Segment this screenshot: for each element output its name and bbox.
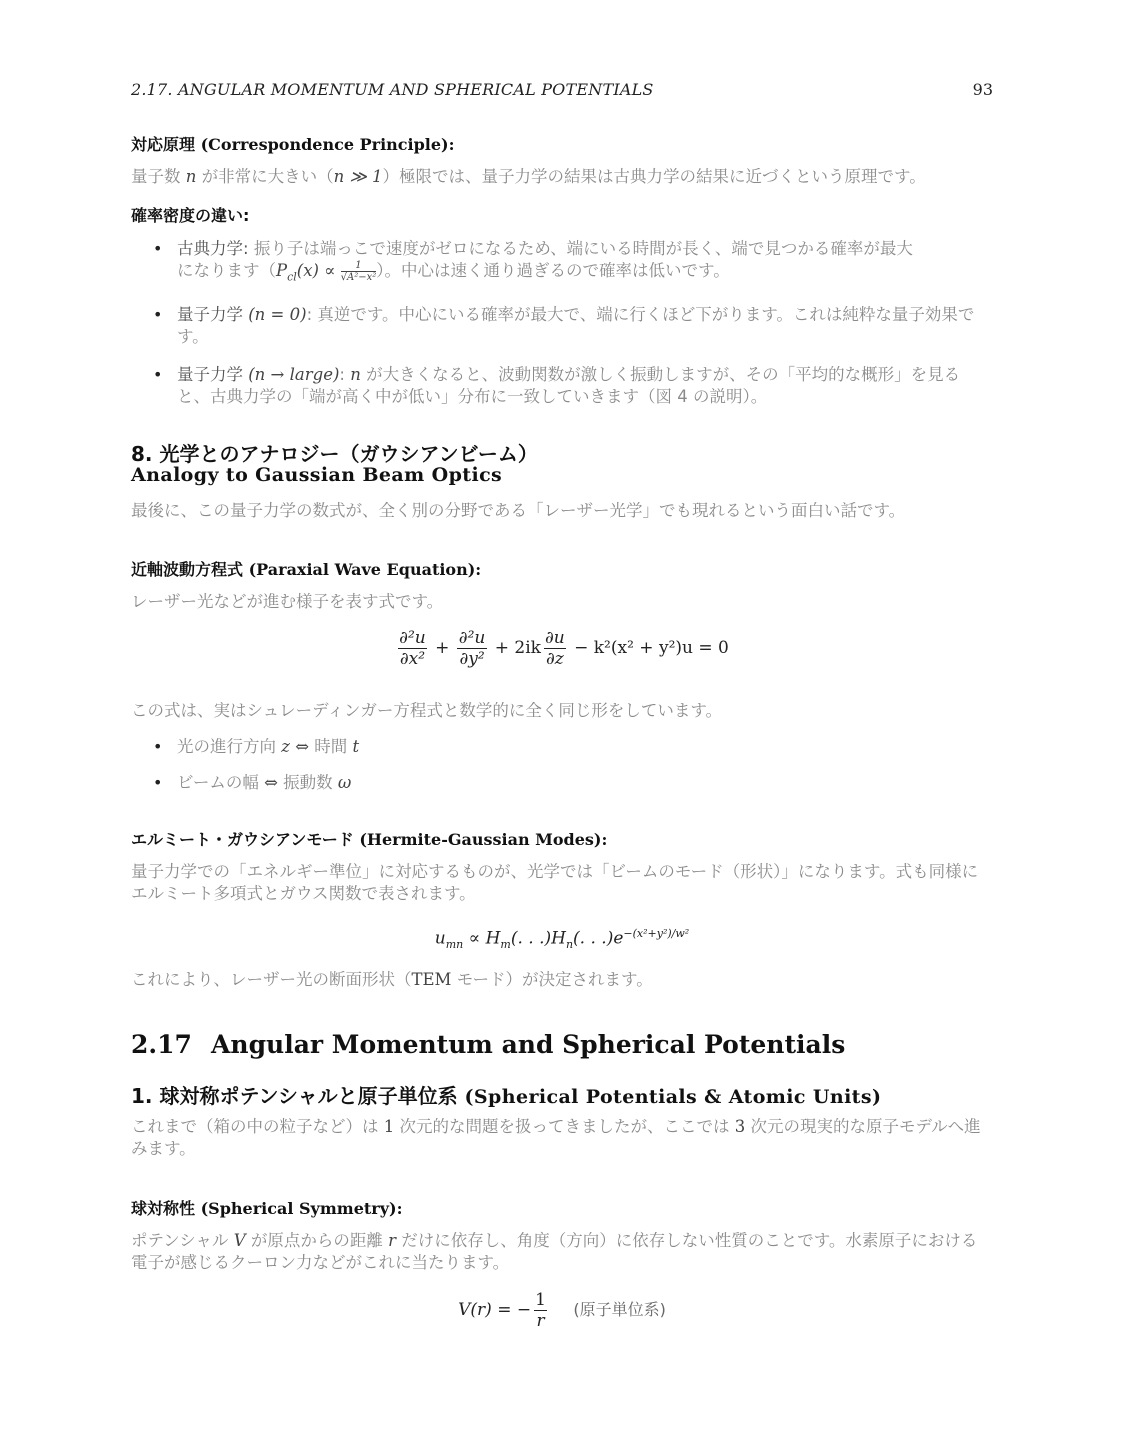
equivalence-arrow: ⇔ (289, 737, 315, 756)
math-sub: cl (287, 270, 297, 284)
math-var: r (388, 1231, 396, 1250)
equation-lhs: V(r) = − (458, 1300, 532, 1320)
text-run: 次元の現実的な原子モデルへ進みます。 (131, 1117, 981, 1158)
symmetry-heading-ja: 球対称性 (131, 1199, 196, 1218)
text-run: 時間 (314, 737, 353, 756)
subsection1-text (131, 1116, 993, 1160)
paraxial-heading-ja: 近軸波動方程式 (131, 560, 244, 579)
text-run: これまで（箱の中の粒子など）は (131, 1117, 384, 1136)
equation-note: (原子単位系) (573, 1300, 666, 1319)
math-var: n (350, 365, 361, 385)
fraction-denominator: ∂y² (459, 649, 485, 669)
subsection1-title (131, 1080, 993, 1109)
math-var: ω (337, 773, 352, 792)
tem-text (131, 969, 993, 991)
equivalence-arrow: ⇔ (258, 773, 284, 792)
list-item (131, 364, 993, 408)
classical-fraction (341, 260, 377, 283)
symmetry-heading-en: (Spherical Symmetry): (200, 1199, 403, 1218)
hermite-heading (131, 827, 993, 850)
fraction (397, 628, 428, 669)
text-run: ）極限では、量子力学の結果は古典力学の結果に近づくという原理です。 (382, 167, 926, 186)
math-sub: n (565, 938, 574, 952)
paraxial-heading-en: (Paraxial Wave Equation): (248, 560, 482, 579)
mapping-list (131, 736, 993, 794)
section-number: 2.17 (131, 1030, 192, 1059)
correspondence-heading-en: (Correspondence Principle): (200, 135, 455, 154)
fraction (457, 628, 488, 669)
fraction-denominator: ∂x² (399, 649, 426, 669)
fraction-numerator: ∂u (544, 628, 565, 648)
text-run: 振動数 (283, 773, 338, 792)
math-sup: −(x²+y²)/w² (623, 927, 690, 940)
fraction-numerator: ∂²u (458, 628, 486, 648)
math-var: V (233, 1231, 246, 1250)
correspondence-text (131, 166, 993, 188)
text-run: ビームの幅 (177, 773, 259, 792)
fraction (543, 628, 567, 669)
correspondence-heading-ja: 対応原理 (131, 135, 196, 154)
operator: + (435, 638, 450, 658)
text-run: 振り子は端っこで速度がゼロになるため、端にいる時間が長く、端で見つかる確率が最大 (253, 239, 913, 258)
math-cond: (n = 0) (248, 305, 307, 325)
text-run: が大きくなると、波動関数が激しく振動しますが、その「平均的な概形」を見ると、古典力学の「端が高く中が低い」分布に一致していきます（図 4 の説明）。 (177, 365, 961, 407)
number: 1 (383, 1117, 395, 1136)
math-sub: mn (445, 938, 464, 952)
symmetry-text (131, 1230, 993, 1274)
bullet-label: 量子力学 (177, 305, 249, 325)
text-run: モード）が決定されます。 (451, 970, 653, 989)
math-expr: ∝ H (463, 928, 501, 949)
text-run: 光の進行方向 (177, 737, 282, 756)
running-title: 2.17. ANGULAR MOMENTUM AND SPHERICAL POTENTIALS (131, 80, 654, 99)
math-var: z (281, 737, 290, 756)
math-cond: (n → large) (248, 365, 340, 385)
fraction-denominator: √A²−x² (340, 272, 377, 283)
fraction-denominator: r (536, 1311, 545, 1331)
list-item (131, 304, 993, 348)
number: 3 (734, 1117, 746, 1136)
equation-term: − k²(x² + y²)u = 0 (574, 638, 729, 658)
fraction (533, 1290, 548, 1331)
text-run: 次元的な問題を扱ってきましたが、ここでは (394, 1117, 735, 1136)
text-run: ）。中心は速く通り過ぎるので確率は低いです。 (376, 261, 730, 280)
math-sub: m (500, 938, 511, 952)
correspondence-heading (131, 132, 993, 155)
hermite-equation (131, 927, 993, 951)
equation-term: + 2ik (494, 638, 541, 658)
math-expr: (. . .)H (510, 928, 566, 949)
hermite-text: 量子力学での「エネルギー準位」に対応するものが、光学では「ビームのモード（形状）」になります。式も同様にエルミート多項式とガウス関数で表されます。 (131, 862, 979, 903)
subsection1-title-ja: 1. 球対称ポテンシャルと原子単位系 (131, 1084, 458, 1108)
section-2-17-title (131, 1030, 993, 1059)
fraction-denominator: ∂z (545, 649, 564, 669)
math-expr: (x) ∝ (296, 261, 341, 280)
section-title: Angular Momentum and Spherical Potentials (211, 1030, 846, 1059)
paraxial-equation (131, 628, 993, 669)
fraction-numerator: 1 (355, 260, 362, 271)
hermite-heading-ja: エルミート・ガウシアンモード (131, 830, 354, 849)
text-run: これにより、レーザー光の断面形状（ (131, 970, 412, 989)
bullet-label: 古典力学: (177, 239, 254, 258)
prob-density-list (131, 238, 993, 408)
page-number: 93 (972, 80, 993, 99)
math-expr: (. . .)e (573, 928, 624, 949)
running-header (131, 80, 993, 102)
math-var: u (434, 928, 446, 949)
tem-code: TEM (411, 970, 452, 989)
list-item (131, 238, 993, 288)
math-var: n (185, 167, 197, 186)
text-run: だけに依存し、角度（方向）に依存しない性質のことです。水素原子における電子が感じるクーロン力などがこれに当たります。 (131, 1231, 978, 1272)
subsection1-title-en: (Spherical Potentials & Atomic Units) (464, 1086, 882, 1108)
bullet-label: 量子力学 (177, 365, 249, 385)
fraction-numerator: 1 (535, 1290, 546, 1310)
text-run: 量子数 (131, 167, 186, 186)
text-run: : (339, 365, 351, 385)
prob-density-heading: 確率密度の違い: (131, 206, 250, 225)
text-run: ポテンシャル (131, 1231, 234, 1250)
math-cond: n ≫ 1 (333, 167, 383, 186)
list-item (131, 772, 993, 794)
section8-title-en: Analogy to Gaussian Beam Optics (131, 464, 503, 486)
symmetry-heading (131, 1196, 993, 1219)
same-form-text: この式は、実はシュレーディンガー方程式と数学的に全く同じ形をしています。 (131, 701, 723, 720)
paraxial-heading (131, 557, 993, 580)
math-var: P (276, 261, 288, 280)
math-var: t (352, 737, 360, 756)
fraction-numerator: ∂²u (399, 628, 426, 648)
text-run: が原点からの距離 (245, 1231, 389, 1250)
text-run: になります（ (177, 261, 276, 280)
section8-title-ja: 8. 光学とのアナロジー（ガウシアンビーム） (131, 442, 538, 466)
coulomb-equation (131, 1290, 993, 1331)
text-run: が非常に大きい（ (196, 167, 334, 186)
text-run: : 真逆です。中心にいる確率が最大で、端に行くほど下がります。これは純粋な量子効果です。 (177, 305, 975, 347)
hermite-heading-en: (Hermite-Gaussian Modes): (359, 830, 608, 849)
list-item (131, 736, 993, 758)
section8-intro: 最後に、この量子力学の数式が、全く別の分野である「レーザー光学」でも現れるという面白い話です。 (131, 501, 906, 520)
paraxial-text: レーザー光などが進む様子を表す式です。 (131, 592, 444, 611)
